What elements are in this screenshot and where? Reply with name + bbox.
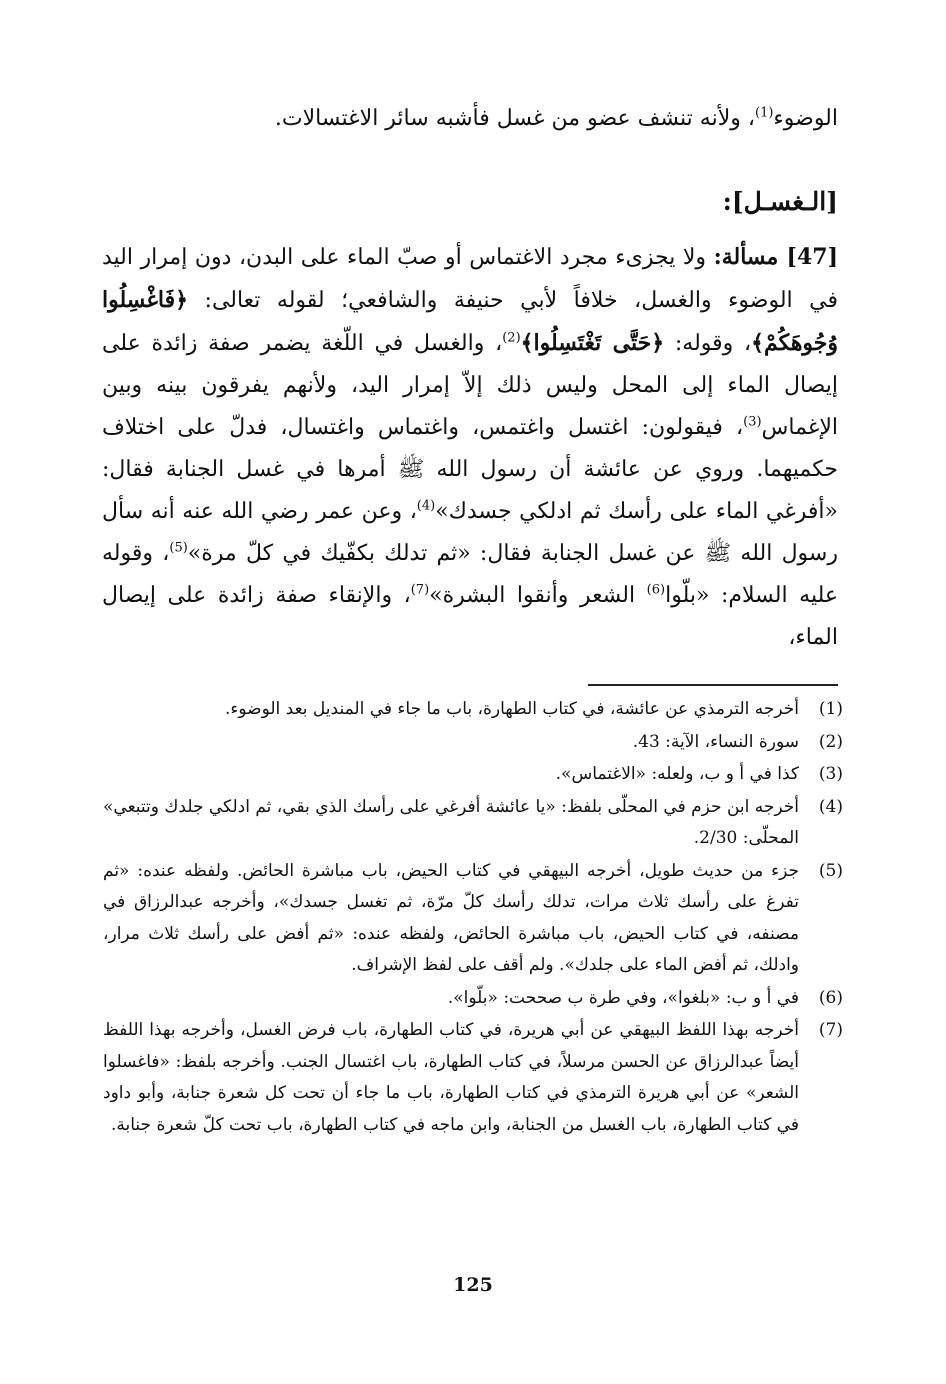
main-text-1: ولا يجزىء مجرد الاغتماس أو صبّ الماء على البدن، دون إمرار اليد في الوضوء والغسل، خلافاً لأبي حنيفة والشافعي؛ لقوله تعالى:	[102, 245, 838, 313]
quran-verse-2: ﴿حَتَّى تَغْتَسِلُوا﴾	[520, 330, 665, 356]
footnote-ref-3: (3)	[743, 414, 762, 430]
top-paragraph-before: الوضوء	[773, 106, 838, 131]
main-text-7: الشعر وأنقوا البشرة»	[429, 583, 647, 608]
footnote-number: (1)	[818, 699, 843, 719]
main-text-5: ، وعن عمر رضي الله عنه أنه سأل رسول الله ﷺ عن غسل الجنابة فقال: «ثم تدلك بكفّيك في كلّ مرة»	[102, 499, 838, 566]
page-number: 125	[453, 1274, 493, 1296]
footnote-text: أخرجه الترمذي عن عائشة، في كتاب الطهارة، باب ما جاء في المنديل بعد الوضوء.	[224, 699, 799, 719]
quran-verse-1: ﴿فَاغْسِلُوا وُجُوهَكُمْ﴾	[102, 287, 839, 356]
issue-label: [47] مسألة:	[713, 244, 838, 270]
main-paragraph	[102, 236, 838, 659]
top-paragraph	[102, 98, 838, 140]
footnote-number: (5)	[818, 860, 843, 881]
footnote-text: سورة النساء، الآية: 43.	[632, 731, 799, 752]
main-text-3: ، والغسل في اللّغة يضمر صفة زائدة على إيصال الماء إلى المحل وليس ذلك إلاّ إمرار اليد، ولأنهم يفرقون بينه وبين الإغماس	[102, 331, 838, 440]
footnote-number: (6)	[818, 987, 843, 1008]
footnote-item	[103, 694, 843, 726]
footnote-text: جزء من حديث طويل، أخرجه البيهقي في كتاب الحيض، باب مباشرة الحائض. ولفظه عنده: «ثم تفرغ على رأسك ثلاث مرات، تدلك رأسك كلّ مرّة، ثم تغسل جسدك»، وأخرجه عبدالرزاق في مصنفه، في كتاب الحيض، باب مباشرة الحائض، ولفظه عنده: «ثم أفض على رأسك ثلاث مرار، وادلك، ثم أفض الماء على جلدك». ولم أقف على لفظ الإشراف.	[103, 860, 799, 975]
footnote-ref-1: (1)	[754, 105, 774, 121]
footnote-ref-4: (4)	[416, 498, 436, 514]
footnote-ref-5: (5)	[169, 540, 188, 556]
footnote-number: (7)	[818, 1020, 843, 1040]
footnote-number: (3)	[818, 764, 843, 784]
footnote-item	[103, 759, 843, 791]
footnote-divider	[588, 684, 838, 686]
footnote-item	[103, 856, 843, 982]
footnote-ref-6: (6)	[646, 582, 666, 598]
footnote-text: في أ و ب: «بلغوا»، وفي طرة ب صححت: «بلّوا».	[447, 987, 799, 1008]
top-paragraph-after: ، ولأنه تنشف عضو من غسل فأشبه سائر الاغتسالات.	[274, 106, 755, 131]
footnote-text: كذا في أ و ب، ولعله: «الاغتماس».	[555, 764, 799, 784]
section-heading: [الـغسـل]:	[722, 187, 838, 216]
footnote-number: (4)	[818, 796, 843, 817]
main-text-4: ، فيقولون: اغتسل واغتمس، واغتماس واغتسال، فدلّ على اختلاف حكميهما. وروي عن عائشة أن رسول الله ﷺ أمرها في غسل الجنابة فقال: «أفرغي الماء على رأسك ثم ادلكي جسدك»	[102, 415, 838, 524]
footnote-text: أخرجه بهذا اللفظ البيهقي عن أبي هريرة، في كتاب الطهارة، باب فرض الغسل، وأخرجه بهذا اللفظ أيضاً عبدالرزاق عن الحسن مرسلاً، في كتاب الطهارة، باب اغتسال الجنب. وأخرجه بلفظ: «فاغسلوا الشعر» عن أبي هريرة الترمذي في كتاب الطهارة، باب ما جاء أن تحت كل شعرة جنابة، وأبو داود في كتاب الطهارة، باب الغسل من الجنابة، وابن ماجه في كتاب الطهارة، باب تحت كلّ شعرة جنابة.	[103, 1020, 799, 1135]
footnotes-section	[103, 694, 843, 1142]
footnote-item	[103, 983, 843, 1015]
footnote-ref-7: (7)	[410, 582, 430, 598]
main-text-2: ، وقوله:	[674, 331, 752, 356]
main-text-6: ، وقوله عليه السلام: «بلّوا	[102, 541, 838, 608]
footnote-item	[103, 727, 843, 759]
footnote-text: أخرجه ابن حزم في المحلّى بلفظ: «يا عائشة أفرغي على رأسك الذي بقي، ثم ادلكي جلدك وتتبعي» المحلّى: 2/30.	[103, 796, 799, 848]
main-text-8: ، والإنقاء صفة زائدة على إيصال الماء،	[102, 583, 838, 650]
footnote-number: (2)	[818, 731, 843, 752]
footnote-item	[103, 1015, 843, 1141]
footnote-ref-2: (2)	[502, 330, 521, 346]
footnote-item	[103, 792, 843, 855]
